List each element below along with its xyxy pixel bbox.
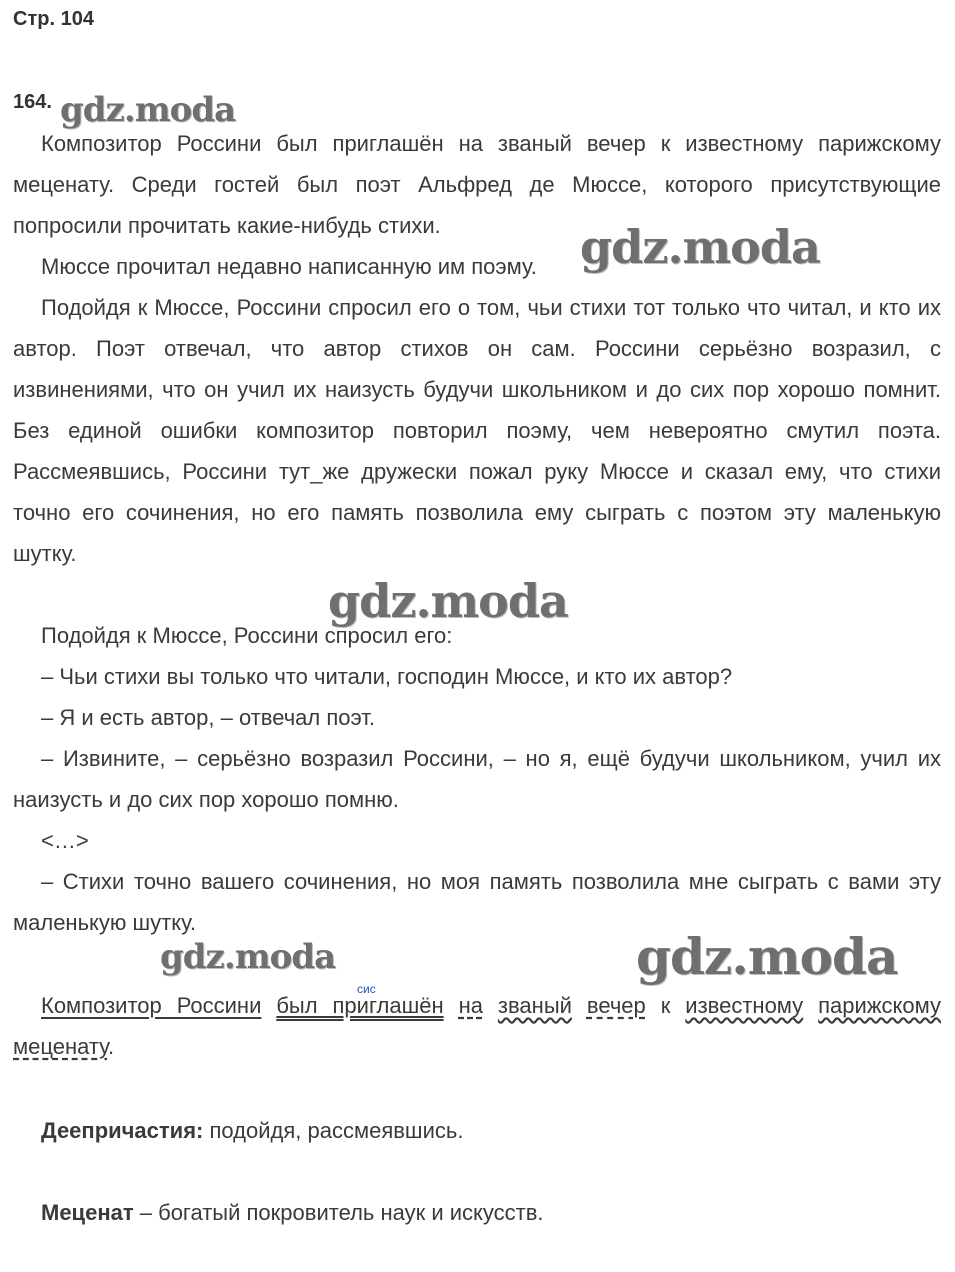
dialogue-ellipsis: <…> bbox=[41, 828, 89, 853]
word-parizhskomu: парижскому bbox=[818, 993, 942, 1018]
gerunds-text: подойдя, рассмеявшись. bbox=[209, 1118, 464, 1143]
gerunds-term: Деепричастия: bbox=[41, 1118, 204, 1143]
watermark: gdz.moda bbox=[60, 90, 236, 130]
subject: Композитор Россини bbox=[41, 993, 262, 1018]
word-mecenatu: меценату bbox=[13, 1034, 108, 1059]
word-k: к bbox=[660, 993, 671, 1018]
paragraph-1: Композитор Россини был приглашён на званый вечер к известному парижскому меценату. Среди гостей был поэт Альфред де Мюссе, которого присутствующие попросили прочитать какие-нибудь стихи. bbox=[13, 131, 941, 238]
word-zvanyj: званый bbox=[497, 993, 572, 1018]
mecenat-line bbox=[13, 1192, 941, 1233]
mecenat-text: – богатый покровитель наук и искусств. bbox=[139, 1200, 544, 1225]
watermark: gdz.moda bbox=[580, 220, 820, 274]
mecenat-term: Меценат bbox=[41, 1200, 134, 1225]
watermark: gdz.moda bbox=[328, 574, 568, 628]
task-number: 164. bbox=[13, 91, 52, 113]
word-vecher: вечер bbox=[586, 993, 646, 1018]
dialogue-line-2: – Я и есть автор, – отвечал поэт. bbox=[41, 705, 376, 730]
sentence-dot: . bbox=[107, 1034, 115, 1059]
dialogue-intro: Подойдя к Мюссе, Россини спросил его: bbox=[41, 623, 453, 648]
word-na: на bbox=[458, 993, 483, 1018]
word-izvestnomu: известному bbox=[685, 993, 804, 1018]
dialogue-line-1: – Чьи стихи вы только что читали, господин Мюссе, и кто их автор? bbox=[41, 664, 733, 689]
dialogue-line-4: – Стихи точно вашего сочинения, но моя память позволила мне сыграть с вами эту маленькую шутку. bbox=[13, 869, 941, 935]
paragraph-3: Подойдя к Мюссе, Россини спросил его о том, чьи стихи тот только что читал, и кто их автор. Поэт отвечал, что автор стихов он сам. Россини серьёзно возразил, с извинениями, что он учил их наизусть будучи школьником и до сих пор хорошо помнит. Без единой ошибки композитор повторил поэму, чем невероятно смутил поэта. Рассмеявшись, Россини тут_же дружески пожал руку Мюссе и сказал ему, что стихи точно его сочинения, но его память позволила ему сыграть с поэтом эту маленькую шутку. bbox=[13, 295, 941, 566]
gerunds-line bbox=[13, 1110, 941, 1151]
paragraph-2: Мюссе прочитал недавно написанную им поэму. bbox=[41, 254, 537, 279]
dialogue-line-3: – Извините, – серьёзно возразил Россини, – но я, ещё будучи школьником, учил их наизусть и до сих пор хорошо помню. bbox=[13, 746, 941, 812]
parsed-sentence bbox=[13, 985, 941, 1067]
predicate: был приглашён bbox=[276, 993, 444, 1018]
watermark: gdz.moda bbox=[160, 937, 336, 977]
page-number: Стр. 104 bbox=[13, 8, 94, 30]
watermark: gdz.moda bbox=[636, 927, 898, 986]
sis-label: сис bbox=[357, 982, 376, 996]
